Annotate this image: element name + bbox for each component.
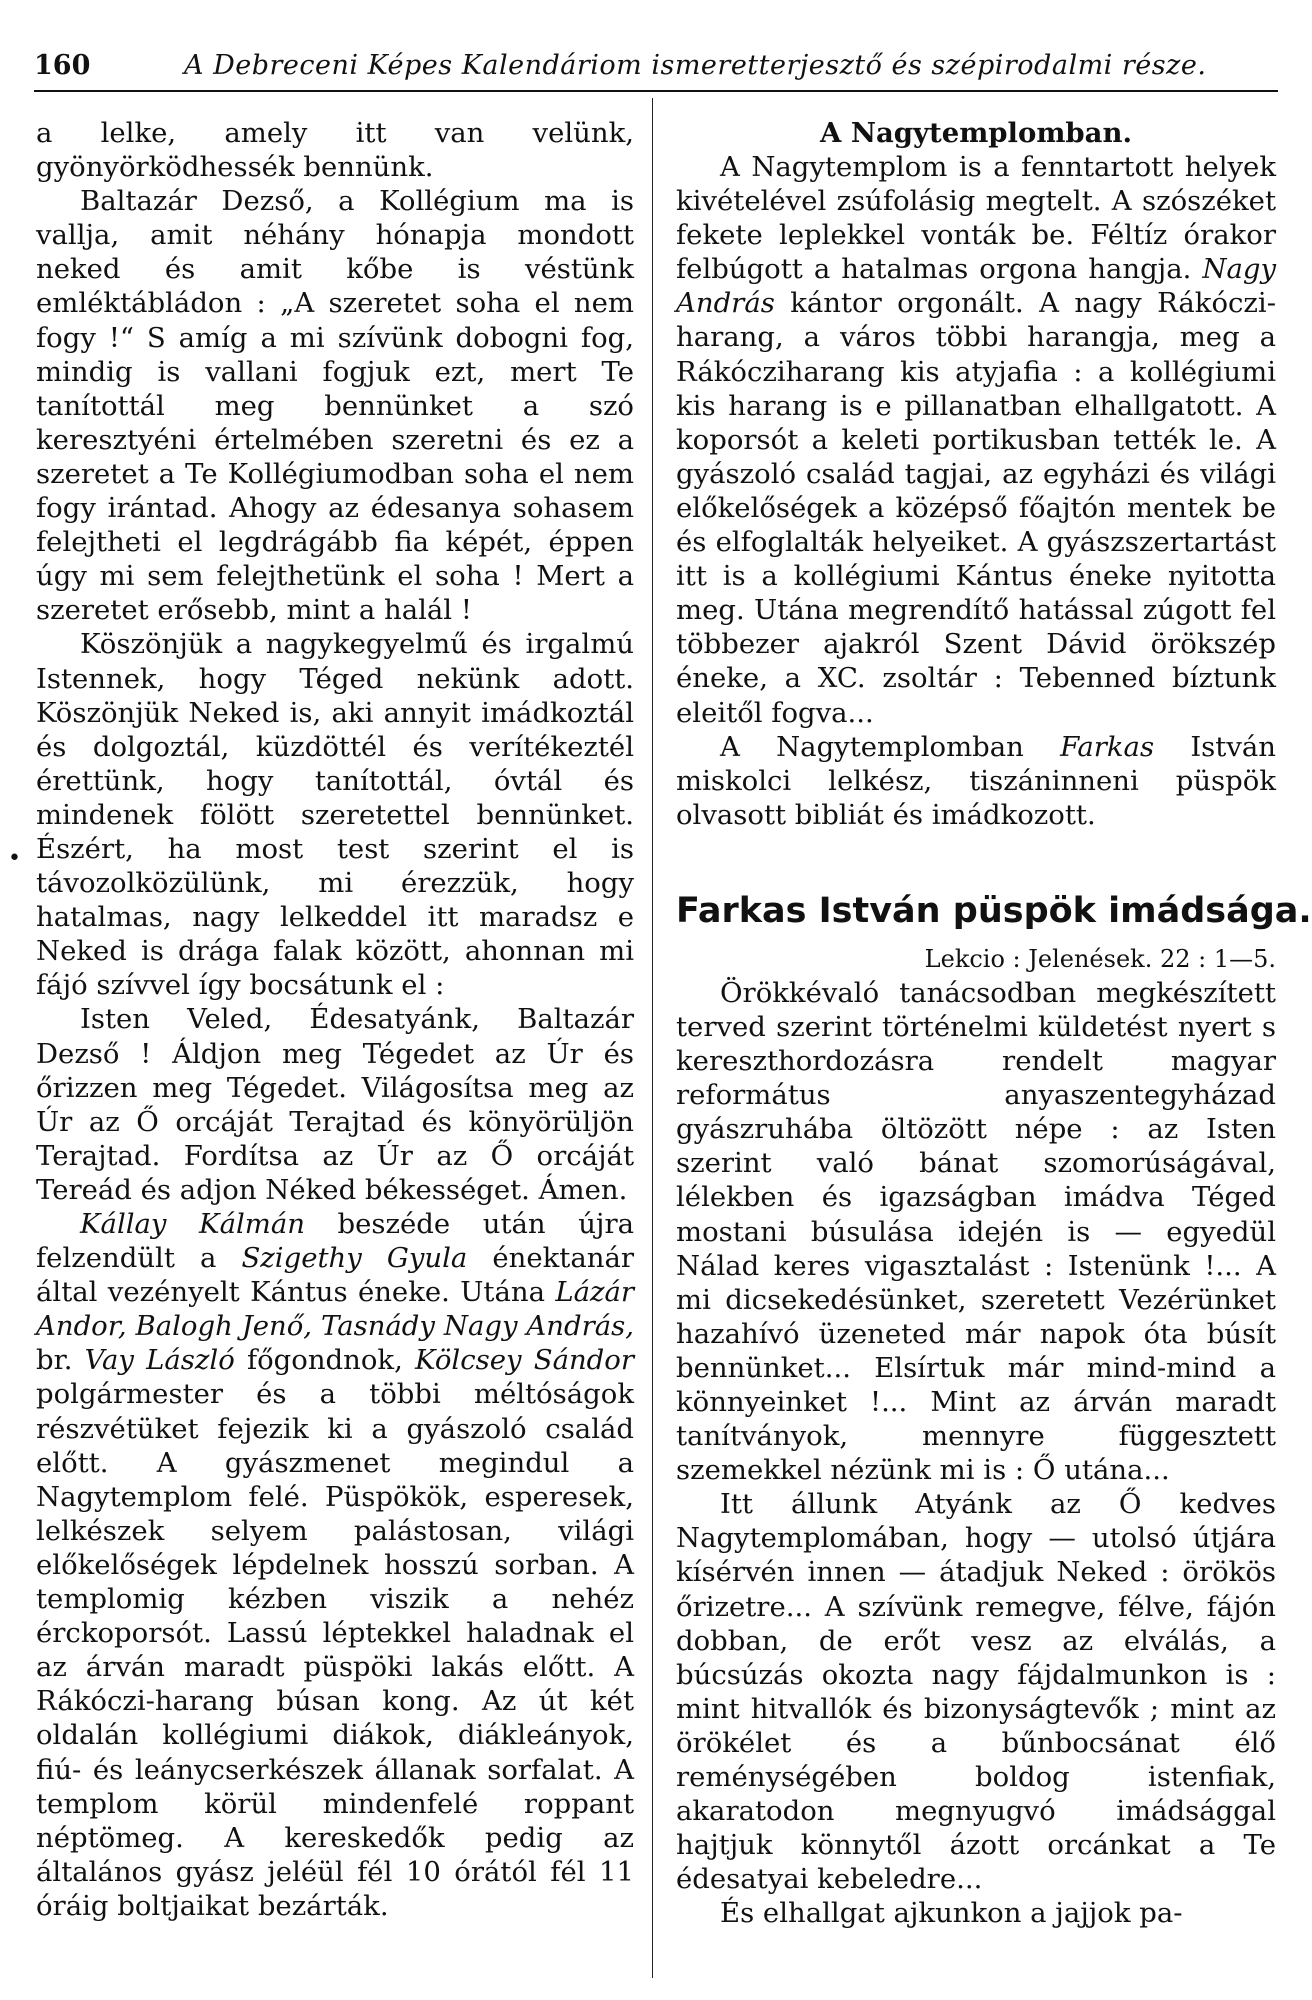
text-run: beszéde után újra felzendült a <box>36 1208 634 1275</box>
paragraph: a lelke, amely itt van velünk, gyönyörködhessék bennünk. <box>36 117 634 184</box>
paragraph <box>36 1207 634 1923</box>
paragraph: Köszönjük a nagykegyelmű és irgalmú Istennek, hogy Téged nekünk adott. Köszönjük Neked is, aki annyit imádkoztál és dolgoztál, küzdöttél és verítékeztél érettünk, hogy tanítottál, óvtál és mindenek fölött szeretettel bennünket. Észért, ha most test szerint el is távozolközülünk, mi érezzük, hogy hatalmas, nagy lelkeddel itt maradsz e Neked is drága falak között, ahonnan mi fájó szívvel így bocsátunk el : <box>36 628 634 1002</box>
margin-speck: • <box>8 846 21 871</box>
right-column <box>676 116 1312 1931</box>
page-number: 160 <box>34 50 91 81</box>
text-run: István miskolci lelkész, tiszáninneni püspök olvasott bibliát és imádkozott. <box>676 730 1276 831</box>
running-title: A Debreceni Képes Kalendáriom ismeretterjesztő és szépirodalmi része. <box>184 50 1207 81</box>
header-rule <box>34 90 1278 92</box>
left-column <box>36 116 634 1923</box>
paragraph: És elhallgat ajkunkon a jajjok pa- <box>720 1897 1183 1930</box>
column-divider <box>652 98 653 1978</box>
text-run: br. <box>36 1344 85 1377</box>
text-run: polgármester és a többi méltóságok részvétüket fejezik ki a gyászoló család előtt. A gyászmenet megindul a Nagytemplom felé. Püspökök, esperesek, lelkészek selyem palástosan, világi előkelőségek lépdelnek hosszú sorban. A templomig kézben viszik a nehéz érckoporsót. Lassú léptekkel haladnak el az árván maradt püspöki lakás előtt. A Rákóczi-harang búsan kong. Az út két oldalán kollégiumi diákok, diákleányok, fiú- és leánycserkészek állanak sorfalat. A templom körül mindenfelé roppant néptömeg. A kereskedők pedig az általános gyász jeléül fél 10 órától fél 11 óráig boltjaikat bezárták. <box>36 1378 634 1922</box>
person-name: Nagy András <box>676 253 1276 320</box>
person-name: Lázár Andor, Balogh Jenő, Tasnády Nagy András, <box>36 1276 634 1343</box>
paragraph <box>676 730 1276 832</box>
paragraph: Baltazár Dezső, a Kollégium ma is vallja, amit néhány hónapja mondott neked és amit kőbe is véstünk emléktábládon : „A szeretet soha el nem fogy !“ S amíg a mi szívünk dobogni fog, mindig is vallani fogjuk ezt, mert Te tanítottál meg bennünket a szó keresztyéni értelmében szeretni és ez a szeretet a Te Kollégiumodban soha el nem fogy irántad. Ahogy az édesanya sohasem felejtheti el legdrágább fia képét, éppen úgy mi sem felejthetünk el soha ! Mert a szeretet erősebb, mint a halál ! <box>36 185 634 627</box>
text-run: A Nagytemplomban <box>720 730 1061 763</box>
text-run: A Nagytemplom is a fenntartott helyek kivételével zsúfolásig megtelt. A szószéket fekete leplekkel vonták be. Féltíz órakor felbúgott a hatalmas orgona hangja. <box>676 151 1276 286</box>
person-name: Szigethy Gyula <box>241 1242 468 1275</box>
section-title-prayer: Farkas István püspök imádsága. <box>676 890 1312 931</box>
text-run: főgondnok, <box>234 1344 416 1377</box>
text-run: kántor orgonált. A nagy Rákóczi-harang, a város többi harangja, meg a Rákócziharang kis atyjafia : a kollégiumi kis harang is e pillanatban elhallgatott. A koporsót a keleti portikusban tették le. A gyászoló család tagjai, az egyházi és világi előkelőségek a középső főajtón mentek be és elfoglalták helyeiket. A gyászszertartást itt is a kollégiumi Kántus éneke nyitotta meg. Utána megrendítő hatással zúgott fel többezer ajakról Szent Dávid örökszép éneke, a XC. zsoltár : Tebenned bíztunk eleitől fogva... <box>676 287 1276 729</box>
section-title-nagytemplomban: A Nagytemplomban. <box>819 117 1133 149</box>
text-run: énektanár által vezényelt Kántus éneke. Utána <box>36 1242 634 1309</box>
page-header <box>34 44 1272 88</box>
paragraph <box>676 150 1276 730</box>
person-name: Farkas <box>1060 730 1155 763</box>
paragraph: Isten Veled, Édesatyánk, Baltazár Dezső ! Áldjon meg Tégedet az Úr és őrizzen meg Tégedet. Világosítsa meg az Úr az Ő orcáját Terajtad és könyörüljön Terajtad. Fordítsa az Úr az Ő orcáját Tereád és adjon Néked békességet. Ámen. <box>36 1003 634 1206</box>
person-name: Kállay Kálmán <box>80 1208 305 1240</box>
paragraph: Itt állunk Atyánk az Ő kedves Nagytemplomában, hogy — utolsó útjára kísérvén innen — átadjuk Neked : örökös őrizetre... A szívünk remegve, félve, fájón dobban, de erőt vesz az elválás, a búcsúzás okozta nagy fájdalmunkon is : mint hitvallók és bizonyságtevők ; mint az örökélet és a bűnbocsánat élő reménységében boldog istenfiak, akaratodon megnyugvó imádsággal hajtjuk könnytől ázott orcánkat a Te édesatyai kebeledre... <box>676 1488 1276 1896</box>
paragraph: Örökkévaló tanácsodban megkészített terved szerint történelmi küldetést nyert s kereszthordozásra rendelt magyar református anyaszentegyházad gyászruhába öltözött népe : az Isten szerint való bánat szomorúságával, lélekben és igazságban imádva Téged mostani búsulása idején is — egyedül Nálad keres vigasztalást : Istenünk !... A mi dicsekedésünket, szeretett Vezérünket hazahívó üzeneted már napok óta búsít bennünket... Elsírtuk már mind-mind a könnyeinket !... Mint az árván maradt tanítványok, mennyre függesztett szemekkel nézünk mi is : Ő utána... <box>676 976 1276 1487</box>
person-name: Kölcsey Sándor <box>415 1344 634 1377</box>
lekcio-reference: Lekcio : Jelenések. 22 : 1—5. <box>924 944 1276 973</box>
person-name: Vay László <box>84 1344 235 1377</box>
